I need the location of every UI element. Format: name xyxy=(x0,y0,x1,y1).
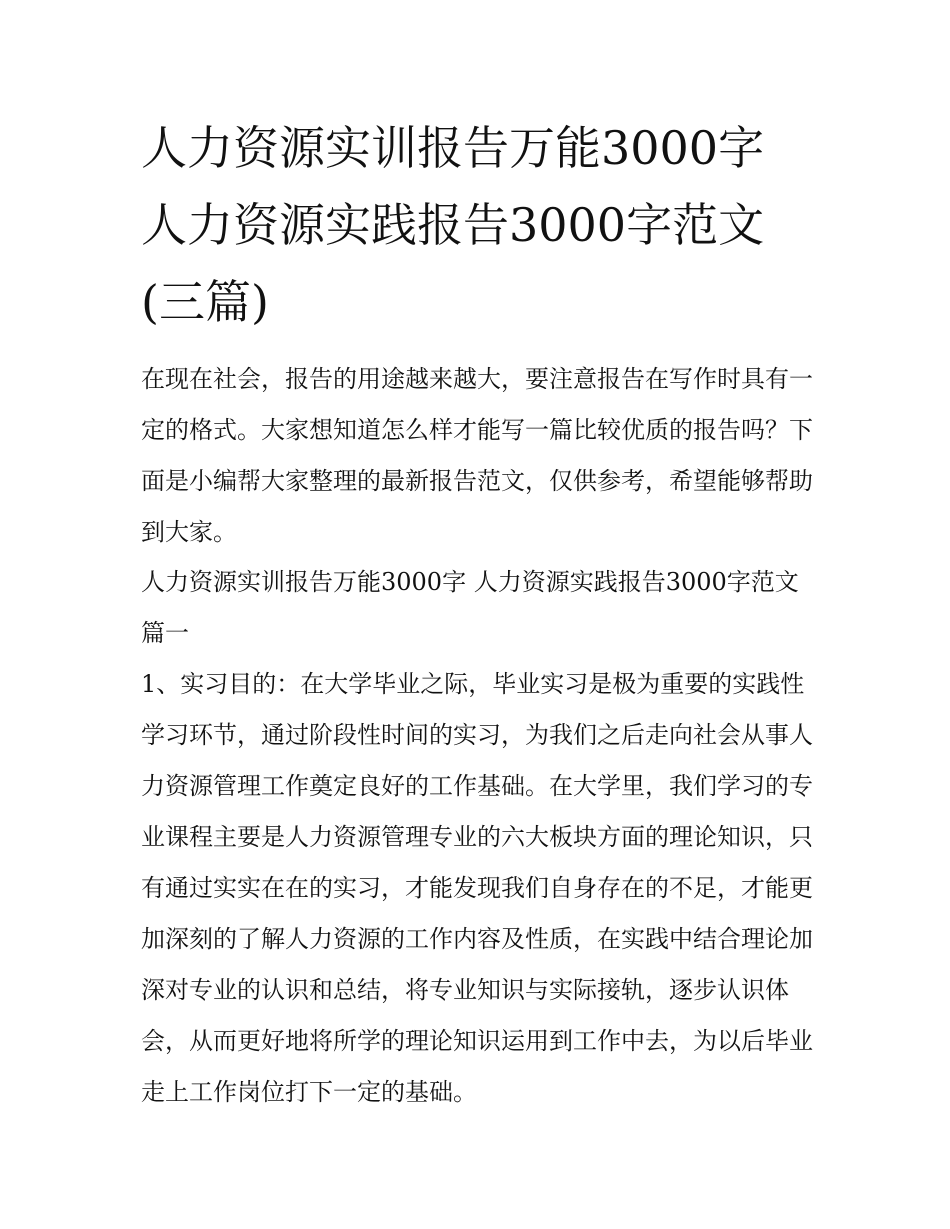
section-1-paragraph: 1、实习目的：在大学毕业之际，毕业实习是极为重要的实践性学习环节，通过阶段性时间的实习，为我们之后走向社会从事人力资源管理工作奠定良好的工作基础。在大学里，我们学习的专业课程主要是人力资源管理专业的六大板块方面的理论知识，只有通过实实在在的实习，才能发现我们自身存在的不足，才能更加深刻的了解人力资源的工作内容及性质，在实践中结合理论加深对专业的认识和总结，将专业知识与实际接轨，逐步认识体会，从而更好地将所学的理论知识运用到工作中去，为以后毕业走上工作岗位打下一定的基础。 xyxy=(141,670,813,1106)
document-title: 人力资源实训报告万能3000字 人力资源实践报告3000字范文(三篇) xyxy=(141,121,765,329)
article-heading: 人力资源实训报告万能3000字 人力资源实践报告3000字范文篇一 xyxy=(141,568,799,647)
intro-paragraph: 在现在社会，报告的用途越来越大，要注意报告在写作时具有一定的格式。大家想知道怎么样才能写一篇比较优质的报告吗？下面是小编帮大家整理的最新报告范文，仅供参考，希望能够帮助到大家。 xyxy=(141,365,813,546)
